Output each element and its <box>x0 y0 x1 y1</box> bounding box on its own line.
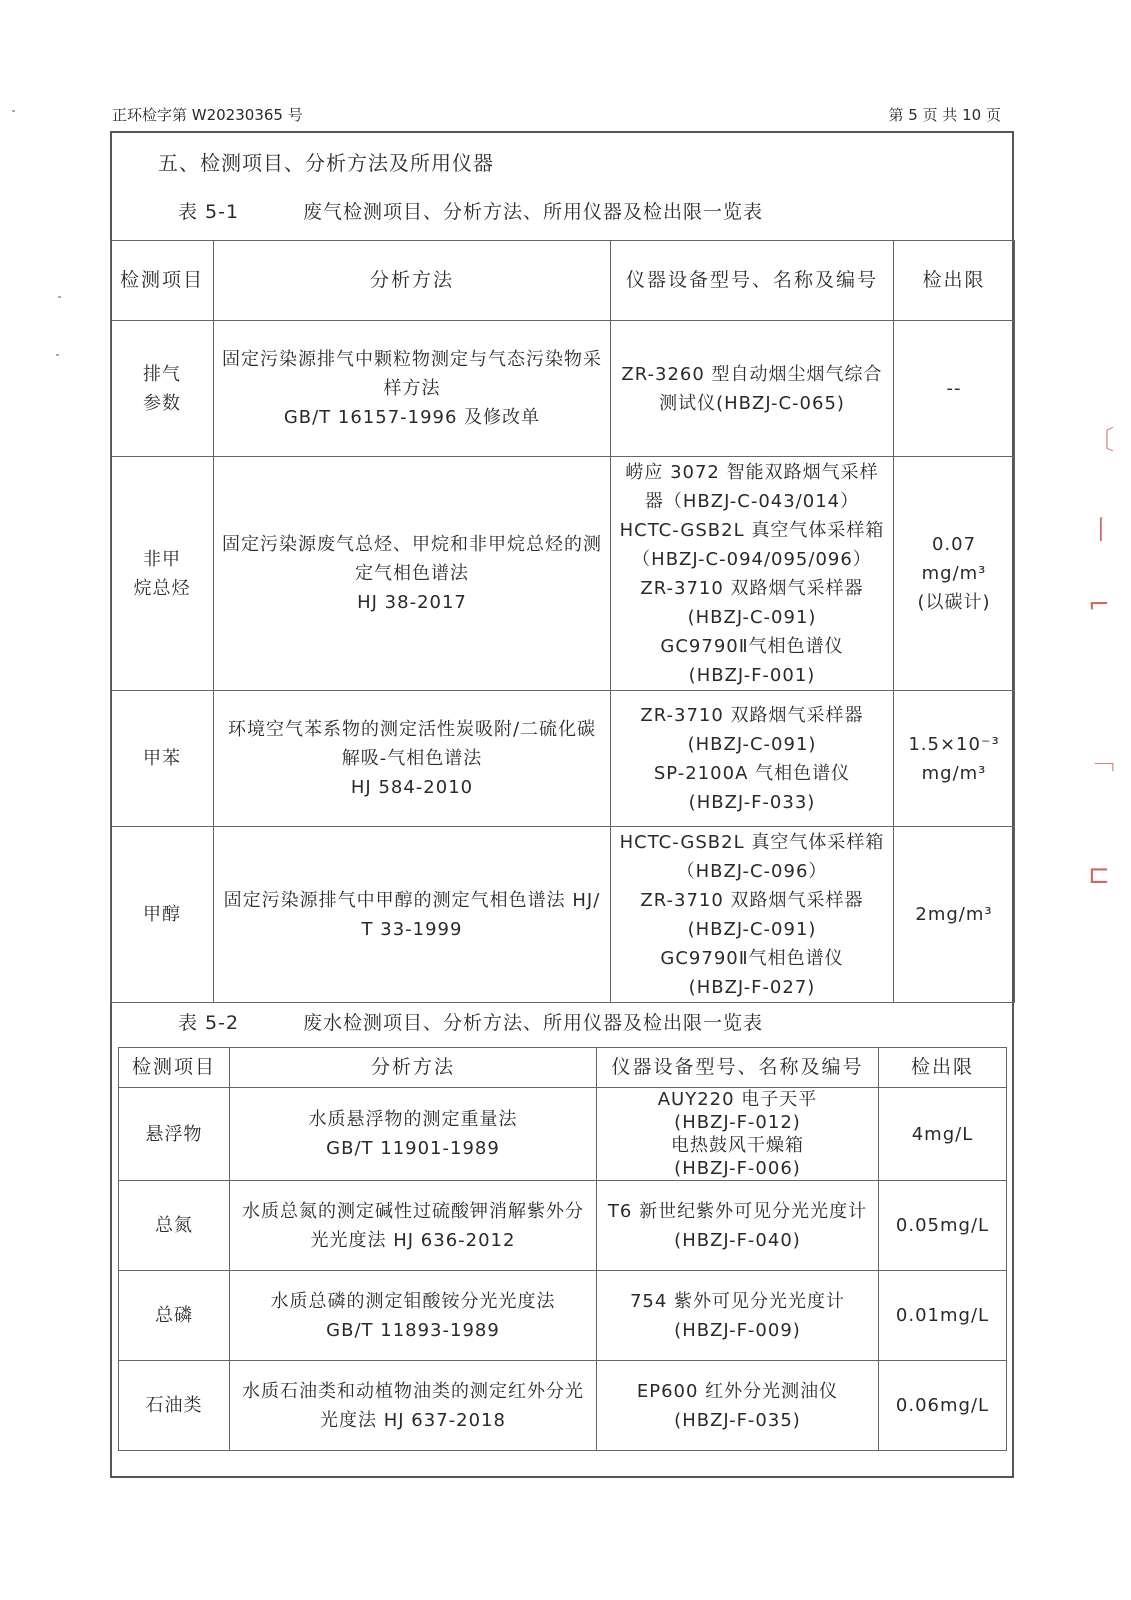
table-row <box>119 1088 1007 1181</box>
table2-header-method: 分析方法 <box>230 1048 597 1088</box>
item-cell: 总磷 <box>119 1271 230 1361</box>
table1-header-method: 分析方法 <box>214 241 611 321</box>
table2-caption-number: 表 5-2 <box>178 1012 240 1034</box>
table-row <box>111 827 1015 1003</box>
table1-header-item: 检测项目 <box>111 241 214 321</box>
seal-stamp-fragment: 〔 丨 ⌐ ﹁ ⊏ <box>1088 426 1115 890</box>
waste-gas-table <box>110 240 1015 1003</box>
method-cell: 水质悬浮物的测定重量法 GB/T 11901-1989 <box>230 1088 597 1181</box>
table1-header-row <box>111 241 1015 321</box>
limit-cell: 2mg/m³ <box>894 827 1015 1003</box>
table1-header-instrument: 仪器设备型号、名称及编号 <box>611 241 894 321</box>
table2-caption <box>178 1008 763 1035</box>
instrument-cell: T6 新世纪紫外可见分光光度计(HBZJ-F-040) <box>597 1181 879 1271</box>
table1-header-limit: 检出限 <box>894 241 1015 321</box>
table2-caption-text: 废水检测项目、分析方法、所用仪器及检出限一览表 <box>303 1012 764 1034</box>
limit-cell: 1.5×10⁻³ mg/m³ <box>894 691 1015 827</box>
waste-water-table <box>118 1047 1007 1451</box>
page-indicator: 第 5 页 共 10 页 <box>888 106 1001 124</box>
table2-header-row <box>119 1048 1007 1088</box>
instrument-cell: ZR-3710 双路烟气采样器 (HBZJ-C-091) SP-2100A 气相色谱仪 (HBZJ-F-033) <box>611 691 894 827</box>
table2-header-instrument: 仪器设备型号、名称及编号 <box>597 1048 879 1088</box>
table-row <box>119 1271 1007 1361</box>
limit-cell: 0.01mg/L <box>879 1271 1007 1361</box>
report-number: 正环检字第 W20230365 号 <box>112 106 303 124</box>
limit-cell: 4mg/L <box>879 1088 1007 1181</box>
table1-caption-text: 废气检测项目、分析方法、所用仪器及检出限一览表 <box>303 201 764 223</box>
limit-cell: 0.06mg/L <box>879 1361 1007 1451</box>
instrument-cell: AUY220 电子天平 (HBZJ-F-012) 电热鼓风干燥箱 (HBZJ-F-006) <box>597 1088 879 1181</box>
item-cell: 总氮 <box>119 1181 230 1271</box>
table-row <box>111 691 1015 827</box>
table2-header-item: 检测项目 <box>119 1048 230 1088</box>
method-cell: 固定污染源排气中颗粒物测定与气态污染物采样方法 GB/T 16157-1996 及修改单 <box>214 321 611 457</box>
instrument-cell: 崂应 3072 智能双路烟气采样器（HBZJ-C-043/014） HCTC-GSB2L 真空气体采样箱（HBZJ-C-094/095/096） ZR-3710 双路烟气采样器 (HBZJ-C-091) GC9790Ⅱ气相色谱仪 (HBZJ-F-001) <box>611 457 894 691</box>
table1-caption-number: 表 5-1 <box>178 201 240 223</box>
item-cell: 非甲 烷总烃 <box>111 457 214 691</box>
scan-speck <box>12 110 15 112</box>
item-cell: 石油类 <box>119 1361 230 1451</box>
method-cell: 固定污染源排气中甲醇的测定气相色谱法 HJ/T 33-1999 <box>214 827 611 1003</box>
table-row <box>111 321 1015 457</box>
method-cell: 环境空气苯系物的测定活性炭吸附/二硫化碳解吸-气相色谱法 HJ 584-2010 <box>214 691 611 827</box>
table2-header-limit: 检出限 <box>879 1048 1007 1088</box>
limit-cell: 0.07 mg/m³ (以碳计) <box>894 457 1015 691</box>
item-cell: 悬浮物 <box>119 1088 230 1181</box>
method-cell: 水质石油类和动植物油类的测定红外分光光度法 HJ 637-2018 <box>230 1361 597 1451</box>
table-row <box>119 1181 1007 1271</box>
instrument-cell: EP600 红外分光测油仪 (HBZJ-F-035) <box>597 1361 879 1451</box>
limit-cell: 0.05mg/L <box>879 1181 1007 1271</box>
item-cell: 甲苯 <box>111 691 214 827</box>
scan-speck <box>58 296 61 298</box>
limit-cell: -- <box>894 321 1015 457</box>
table-row <box>119 1361 1007 1451</box>
method-cell: 水质总磷的测定钼酸铵分光光度法 GB/T 11893-1989 <box>230 1271 597 1361</box>
table-row <box>111 457 1015 691</box>
instrument-cell: 754 紫外可见分光光度计 (HBZJ-F-009) <box>597 1271 879 1361</box>
item-cell: 排气 参数 <box>111 321 214 457</box>
method-cell: 固定污染源废气总烃、甲烷和非甲烷总烃的测定气相色谱法 HJ 38-2017 <box>214 457 611 691</box>
instrument-cell: HCTC-GSB2L 真空气体采样箱（HBZJ-C-096） ZR-3710 双路烟气采样器 (HBZJ-C-091) GC9790Ⅱ气相色谱仪 (HBZJ-F-027) <box>611 827 894 1003</box>
method-cell: 水质总氮的测定碱性过硫酸钾消解紫外分光光度法 HJ 636-2012 <box>230 1181 597 1271</box>
section-title: 五、检测项目、分析方法及所用仪器 <box>158 151 494 175</box>
instrument-cell: ZR-3260 型自动烟尘烟气综合测试仪(HBZJ-C-065) <box>611 321 894 457</box>
item-cell: 甲醇 <box>111 827 214 1003</box>
scan-speck <box>56 354 59 356</box>
table1-caption <box>178 197 763 224</box>
